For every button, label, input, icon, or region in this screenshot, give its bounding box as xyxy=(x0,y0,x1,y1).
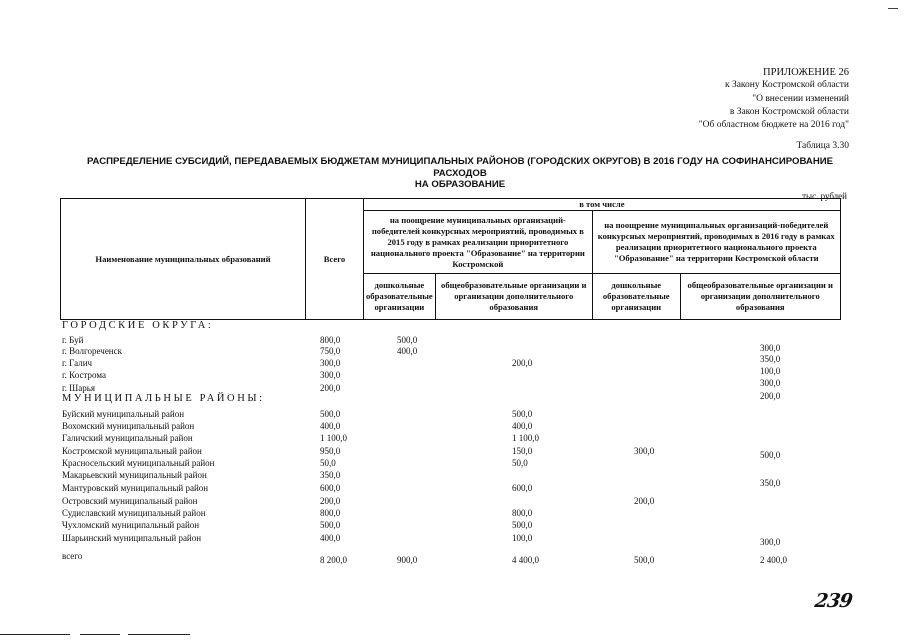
row-name: Галичский муниципальный район xyxy=(62,433,193,443)
row-value-c3: 200,0 xyxy=(634,496,655,506)
row-value-total: 800,0 xyxy=(320,335,341,345)
row-name: г. Кострома xyxy=(62,370,106,380)
row-value-c3: 300,0 xyxy=(634,446,655,456)
corner-mark xyxy=(888,8,898,9)
row-name: г. Галич xyxy=(62,358,93,368)
row-value-total: 400,0 xyxy=(320,533,341,543)
row-value-total: 750,0 xyxy=(320,346,341,356)
row-value-total: 300,0 xyxy=(320,358,341,368)
document-title xyxy=(60,156,860,191)
section-municipal-districts: МУНИЦИПАЛЬНЫЕ РАЙОНЫ: xyxy=(62,393,265,404)
row-name: Красносельский муниципальный район xyxy=(62,458,215,468)
totals-value-total: 8 200,0 xyxy=(320,555,347,565)
row-value-c4: 350,0 xyxy=(760,354,781,364)
appendix-line: "О внесении изменений xyxy=(752,93,849,104)
row-value-c4: 350,0 xyxy=(760,478,781,488)
row-value-c4: 100,0 xyxy=(760,366,781,376)
row-value-c2: 150,0 xyxy=(512,446,533,456)
row-value-c1: 500,0 xyxy=(397,335,418,345)
row-name: Мантуровский муниципальный район xyxy=(62,483,209,493)
units-label: тыс. рублей xyxy=(802,191,847,201)
row-name: Макарьевский муниципальный район xyxy=(62,470,207,480)
header-group-2015: на поощрение муниципальных организаций-победителей конкурсных мероприятий, проводимых в 2015 году в рамках реализации приоритетного национального проекта "Образование" на территории Костромской xyxy=(364,211,593,274)
row-value-total: 350,0 xyxy=(320,470,341,480)
header-group-2016: на поощрение муниципальных организаций-победителей конкурсных мероприятий, проводимых в 2016 году в рамках реализации приоритетного национального проекта "Образование" на территории Костромской области xyxy=(592,211,840,274)
row-value-c2: 600,0 xyxy=(512,483,533,493)
totals-value-c4: 2 400,0 xyxy=(760,555,787,565)
row-value-total: 800,0 xyxy=(320,508,341,518)
row-value-c4: 300,0 xyxy=(760,378,781,388)
row-value-total: 300,0 xyxy=(320,370,341,380)
row-value-c4: 300,0 xyxy=(760,537,781,547)
row-name: г. Волгореченск xyxy=(62,346,122,356)
totals-value-c1: 900,0 xyxy=(397,555,418,565)
appendix-block xyxy=(699,66,849,132)
appendix-line: к Закону Костромской области xyxy=(724,80,849,91)
row-value-total: 500,0 xyxy=(320,520,341,530)
row-value-c2: 200,0 xyxy=(512,358,533,368)
table-header xyxy=(60,198,841,320)
row-value-total: 400,0 xyxy=(320,421,341,431)
appendix-line: "Об областном бюджете на 2016 год" xyxy=(698,120,849,131)
row-value-total: 950,0 xyxy=(320,446,341,456)
row-value-total: 1 100,0 xyxy=(320,433,347,443)
header-name: Наименование муниципальных образований xyxy=(61,199,306,320)
row-value-c2: 1 100,0 xyxy=(512,433,539,443)
row-name: Судиславский муниципальный район xyxy=(62,508,206,518)
table-number: Таблица 3.30 xyxy=(796,141,849,151)
row-value-c2: 400,0 xyxy=(512,421,533,431)
row-name: г. Шарья xyxy=(62,383,95,393)
row-value-c2: 500,0 xyxy=(512,409,533,419)
row-value-c2: 500,0 xyxy=(512,520,533,530)
header-including: в том числе xyxy=(364,199,841,211)
row-value-c4: 500,0 xyxy=(760,450,781,460)
totals-value-c2: 4 400,0 xyxy=(512,555,539,565)
row-value-c4: 300,0 xyxy=(760,343,781,353)
header-preschool-2016: дошкольные образовательные организации xyxy=(592,274,680,320)
footer-line xyxy=(0,634,190,635)
header-total: Всего xyxy=(306,199,364,320)
title-line-2: НА ОБРАЗОВАНИЕ xyxy=(414,179,506,190)
header-general-2015: общеобразовательные организации и организации дополнительного образования xyxy=(435,274,592,320)
row-name: Буйский муниципальный район xyxy=(62,409,185,419)
row-value-total: 200,0 xyxy=(320,383,341,393)
row-name: Костромской муниципальный район xyxy=(62,446,202,456)
row-value-c2: 800,0 xyxy=(512,508,533,518)
section-city-districts: ГОРОДСКИЕ ОКРУГА: xyxy=(62,320,214,331)
row-value-total: 600,0 xyxy=(320,483,341,493)
row-value-total: 500,0 xyxy=(320,409,341,419)
appendix-title: ПРИЛОЖЕНИЕ 26 xyxy=(763,67,849,78)
row-value-c4: 200,0 xyxy=(760,391,781,401)
row-value-total: 50,0 xyxy=(320,458,336,468)
appendix-line: в Закон Костромской области xyxy=(729,106,849,117)
row-value-c2: 100,0 xyxy=(512,533,533,543)
title-line-1: РАСПРЕДЕЛЕНИЕ СУБСИДИЙ, ПЕРЕДАВАЕМЫХ БЮДЖЕТАМ МУНИЦИПАЛЬНЫХ РАЙОНОВ (ГОРОДСКИХ ОКРУГОВ) В 2016 ГОДУ НА СОФИНАНСИРОВАНИЕ РАСХОДОВ xyxy=(86,156,834,179)
row-name: Вохомский муниципальный район xyxy=(62,421,195,431)
row-name: Чухломский муниципальный район xyxy=(62,520,200,530)
row-value-c2: 50,0 xyxy=(512,458,528,468)
totals-label: всего xyxy=(62,551,83,561)
row-name: Островский муниципальный район xyxy=(62,496,198,506)
page-number: 239 xyxy=(813,590,854,612)
row-name: г. Буй xyxy=(62,335,84,345)
row-value-total: 200,0 xyxy=(320,496,341,506)
header-general-2016: общеобразовательные организации и организации дополнительного образования xyxy=(680,274,840,320)
row-name: Шарьинский муниципальный район xyxy=(62,533,202,543)
header-preschool-2015: дошкольные образовательные организации xyxy=(364,274,436,320)
totals-value-c3: 500,0 xyxy=(634,555,655,565)
row-value-c1: 400,0 xyxy=(397,346,418,356)
